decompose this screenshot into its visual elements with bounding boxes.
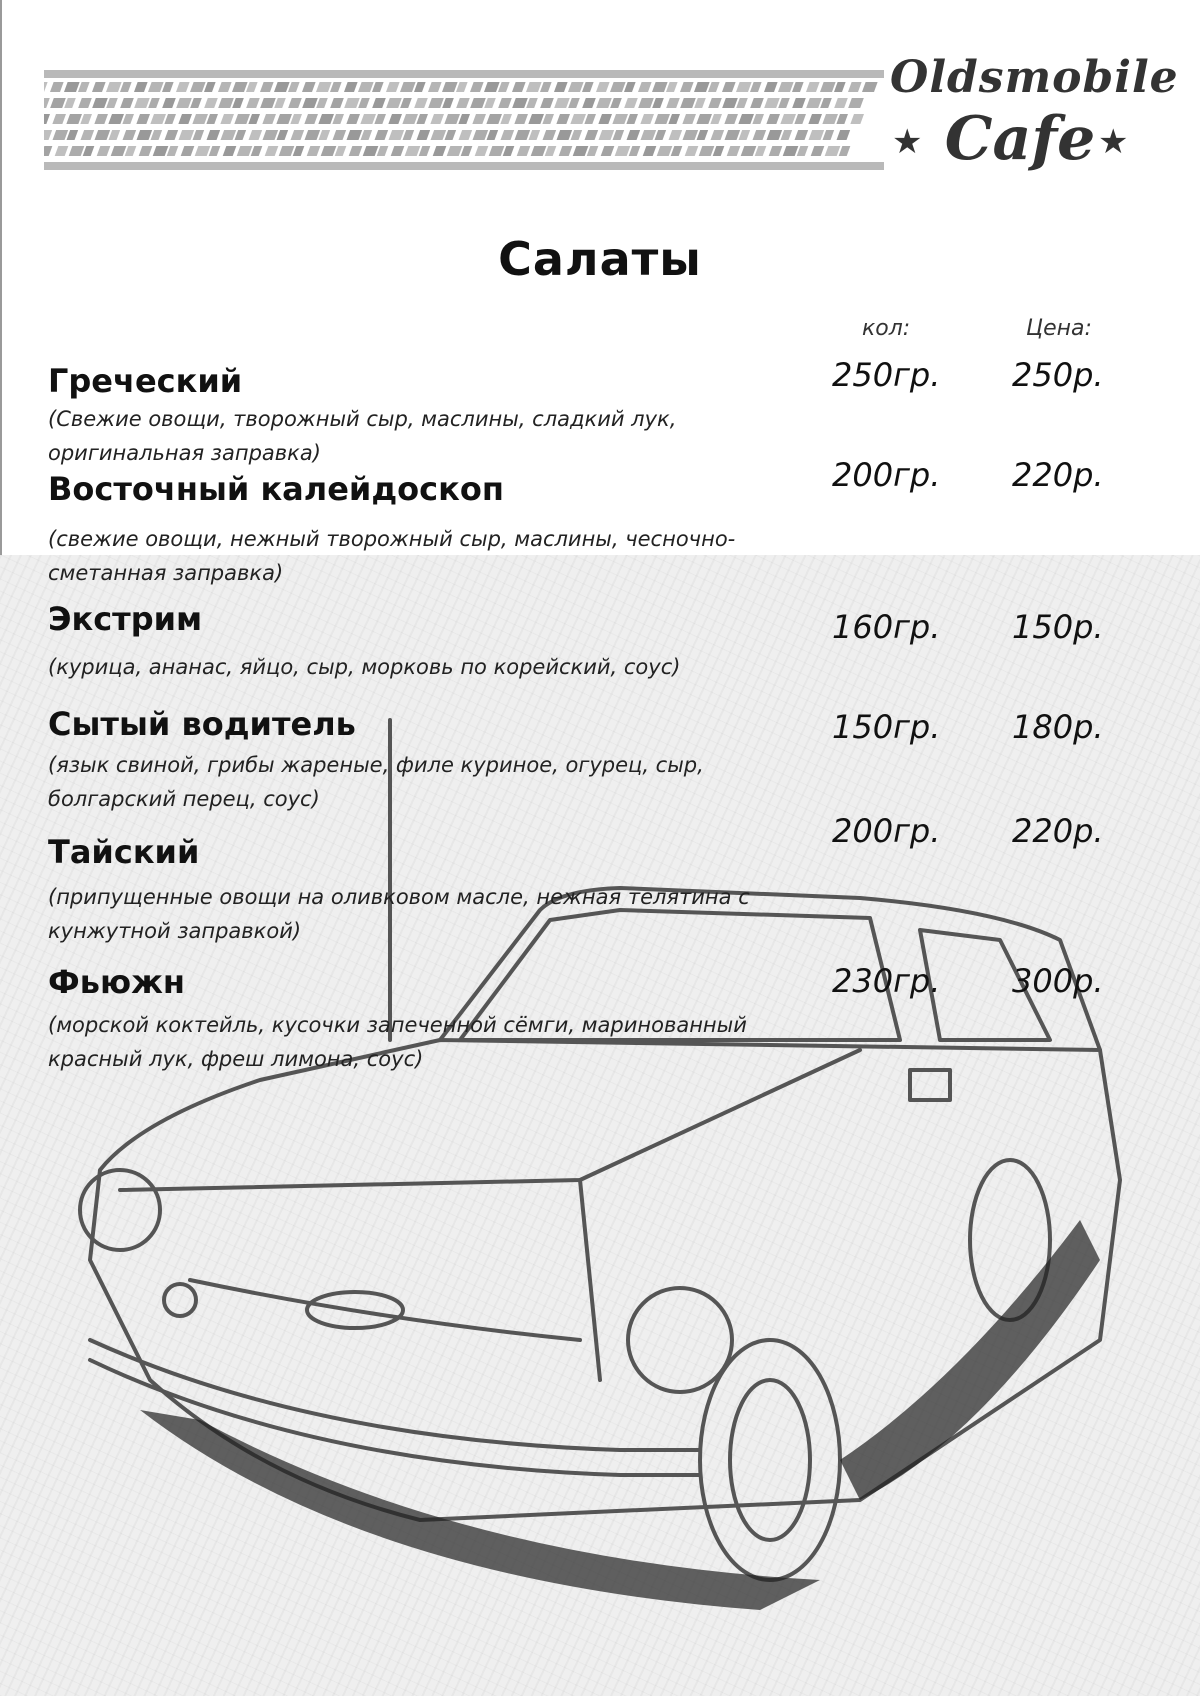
item-description: (свежие овощи, нежный творожный сыр, маслины, чесночно-сметанная заправка)	[48, 527, 736, 585]
cafe-logo	[880, 52, 1179, 182]
column-header-qty: кол:	[862, 316, 911, 341]
item-quantity: 200гр.	[832, 812, 941, 850]
item-price: 250р.	[1012, 356, 1104, 394]
item-price: 150р.	[1012, 608, 1104, 646]
item-quantity: 230гр.	[832, 962, 941, 1000]
item-description: (язык свиной, грибы жареные, филе куриное, огурец, сыр, болгарский перец, соус)	[48, 753, 704, 811]
item-name: Фьюжн	[48, 963, 186, 1001]
logo-text-cafe: Cafe	[944, 104, 1096, 174]
item-description: (припущенные овощи на оливковом масле, нежная телятина с кунжутной заправкой)	[48, 885, 750, 943]
item-price: 220р.	[1012, 456, 1104, 494]
item-description: (морской коктейль, кусочки запеченной сёмги, маринованный красный лук, фреш лимона, соус)	[48, 1013, 747, 1071]
section-title: Салаты	[498, 232, 702, 286]
item-name: Тайский	[48, 833, 200, 871]
item-name: Экстрим	[48, 600, 203, 638]
item-quantity: 150гр.	[832, 708, 941, 746]
item-quantity: 200гр.	[832, 456, 941, 494]
logo-text-oldsmobile: Oldsmobile	[890, 52, 1179, 103]
item-price: 300р.	[1012, 962, 1104, 1000]
item-price: 180р.	[1012, 708, 1104, 746]
item-description: (курица, ананас, яйцо, сыр, морковь по корейский, соус)	[48, 655, 681, 679]
tire-tracks-decoration	[44, 70, 884, 170]
item-name: Восточный калейдоскоп	[48, 470, 504, 508]
star-icon: ★	[892, 122, 923, 162]
star-icon: ★	[1098, 122, 1129, 162]
item-name: Греческий	[48, 362, 243, 400]
item-quantity: 250гр.	[832, 356, 941, 394]
item-price: 220р.	[1012, 812, 1104, 850]
item-name: Сытый водитель	[48, 705, 356, 743]
column-header-price: Цена:	[1026, 316, 1092, 341]
item-quantity: 160гр.	[832, 608, 941, 646]
item-description: (Свежие овощи, творожный сыр, маслины, сладкий лук, оригинальная заправка)	[48, 407, 677, 465]
